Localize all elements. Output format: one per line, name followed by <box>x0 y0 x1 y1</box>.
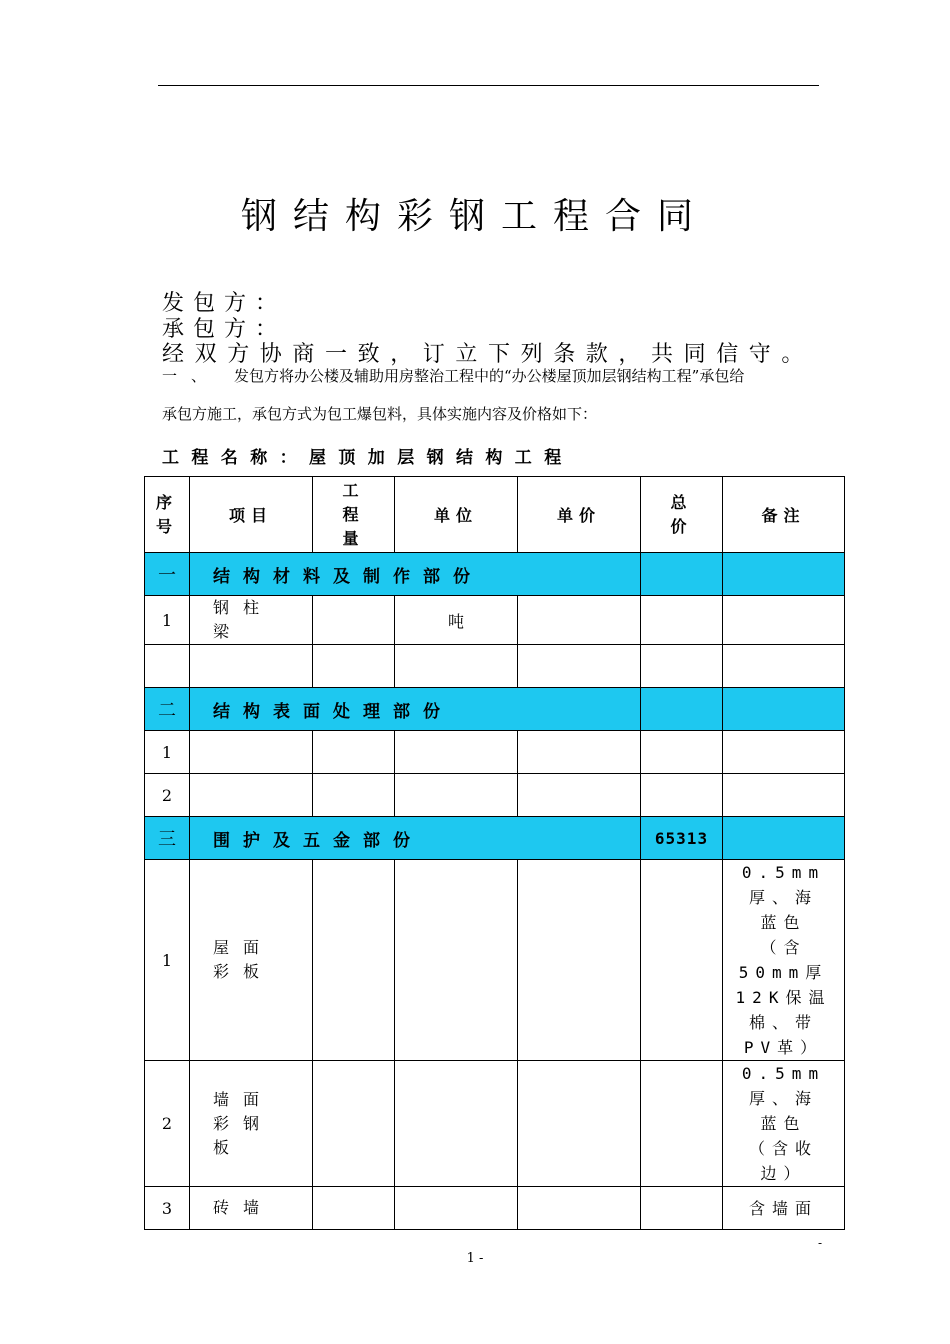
table-row <box>145 860 845 1061</box>
section-total: 65313 <box>641 817 723 860</box>
row-item <box>190 774 313 817</box>
section-seq: 三 <box>145 817 190 860</box>
row-item <box>190 731 313 774</box>
section-title: 结构表面处理部份 <box>190 688 641 731</box>
row-unit-price <box>518 774 641 817</box>
header-total <box>641 477 723 553</box>
table.sections.2.rows.0.remark-line: 12K保温 <box>735 988 832 1007</box>
row-remark <box>723 860 845 1061</box>
header-qty <box>313 477 395 553</box>
row-remark <box>723 731 845 774</box>
header-rule <box>158 85 819 86</box>
row-unit <box>395 645 518 688</box>
contractor-label: 承包方： <box>162 317 287 342</box>
row-seq: 1 <box>145 860 190 1061</box>
row-total <box>641 731 723 774</box>
pricing-table <box>144 476 845 1230</box>
row-unit <box>395 774 518 817</box>
table-header-row <box>145 477 845 553</box>
header-total-text: 总 价 <box>670 492 693 536</box>
clause-1-text: 发包方将办公楼及辅助用房整治工程中的“办公楼屋顶加层钢结构工程”承包给 <box>234 367 745 385</box>
row-seq: 2 <box>145 774 190 817</box>
table.sections.2.rows.0.remark-line: （含 <box>760 938 807 957</box>
row-unit-price <box>518 860 641 1061</box>
row-total <box>641 645 723 688</box>
row-unit <box>395 860 518 1061</box>
corner-mark: - <box>818 1236 823 1250</box>
table-row <box>145 1061 845 1187</box>
row-qty <box>313 645 395 688</box>
row-unit-price <box>518 596 641 645</box>
header-qty-text: 工 程 量 <box>342 480 365 548</box>
row-qty <box>313 1187 395 1230</box>
row-item <box>190 1187 313 1230</box>
pricing-table-body <box>145 477 845 1230</box>
table.sections.0.rows.0.item-line: 梁 <box>213 622 244 641</box>
section-title: 结构材料及制作部份 <box>190 553 641 596</box>
table.sections.2.rows.0.item-line: 屋面 <box>213 938 274 957</box>
table.sections.2.rows.0.remark-line: 厚、海 <box>748 888 818 907</box>
table-row <box>145 645 845 688</box>
section-row <box>145 817 845 860</box>
table.sections.2.rows.1.item-line: 板 <box>213 1137 244 1157</box>
row-remark <box>723 774 845 817</box>
table.sections.2.rows.0.remark-line: 棉、带 <box>748 1013 818 1032</box>
row-total <box>641 1061 723 1187</box>
row-unit-price <box>518 731 641 774</box>
project-name: 工程名称：屋顶加层钢结构工程 <box>162 448 574 468</box>
table.sections.2.rows.1.item-line: 彩钢 <box>213 1113 274 1133</box>
agreement-statement: 经双方协商一致，订立下列条款，共同信守。 <box>162 342 815 367</box>
row-qty <box>313 860 395 1061</box>
table.sections.2.rows.1.remark-line: 厚、海 <box>748 1089 818 1108</box>
section-row <box>145 688 845 731</box>
table.sections.2.rows.0.remark-line: 0.5mm <box>741 863 826 882</box>
section-title: 围护及五金部份 <box>190 817 641 860</box>
table.sections.2.rows.2.remark-line: 含墙面 <box>748 1198 818 1218</box>
row-qty <box>313 774 395 817</box>
table.sections.2.rows.0.remark-line: 50mm厚 <box>738 963 829 982</box>
row-remark <box>723 1187 845 1230</box>
row-qty <box>313 596 395 645</box>
row-remark <box>723 596 845 645</box>
table.sections.2.rows.0.remark-line: PV革） <box>743 1038 824 1057</box>
table.sections.2.rows.0.remark-line: 蓝色 <box>760 913 807 932</box>
section-remark <box>723 817 845 860</box>
row-total <box>641 774 723 817</box>
row-seq: 3 <box>145 1187 190 1230</box>
table.sections.2.rows.0.item-line: 彩板 <box>213 962 274 981</box>
row-total <box>641 596 723 645</box>
page-number: 1 - <box>466 1251 484 1266</box>
section-row <box>145 553 845 596</box>
table.sections.2.rows.2.item-line: 砖墙 <box>213 1198 274 1217</box>
document-title: 钢结构彩钢工程合同 <box>240 196 709 237</box>
table-row <box>145 731 845 774</box>
row-unit-price <box>518 1061 641 1187</box>
row-item <box>190 645 313 688</box>
row-total <box>641 860 723 1061</box>
row-unit <box>395 1187 518 1230</box>
row-remark <box>723 645 845 688</box>
row-total <box>641 1187 723 1230</box>
table.sections.2.rows.1.remark-line: （含收 <box>748 1139 818 1158</box>
clause-1-line-2: 承包方施工，承包方式为包工爆包料，具体实施内容及价格如下： <box>162 405 598 423</box>
header-unit: 单位 <box>395 477 518 553</box>
row-unit <box>395 731 518 774</box>
table-row <box>145 596 845 645</box>
section-total <box>641 688 723 731</box>
section-seq: 二 <box>145 688 190 731</box>
row-item <box>190 1061 313 1187</box>
row-unit <box>395 1061 518 1187</box>
row-item <box>190 860 313 1061</box>
table.sections.2.rows.1.remark-line: 蓝色 <box>760 1114 807 1133</box>
row-unit-price <box>518 1187 641 1230</box>
row-seq <box>145 645 190 688</box>
row-seq: 1 <box>145 596 190 645</box>
header-unit-price: 单价 <box>518 477 641 553</box>
clause-1-line-1 <box>162 365 744 386</box>
row-unit-price <box>518 645 641 688</box>
header-seq <box>145 477 190 553</box>
row-item <box>190 596 313 645</box>
row-seq: 1 <box>145 731 190 774</box>
row-qty <box>313 1061 395 1187</box>
table-row <box>145 774 845 817</box>
header-seq-text: 序 号 <box>155 492 178 536</box>
row-unit: 吨 <box>395 596 518 645</box>
row-remark <box>723 1061 845 1187</box>
header-remark: 备注 <box>723 477 845 553</box>
table.sections.2.rows.1.remark-line: 边） <box>760 1164 807 1183</box>
section-remark <box>723 553 845 596</box>
table.sections.2.rows.1.remark-line: 0.5mm <box>741 1064 826 1083</box>
table.sections.2.rows.1.item-line: 墙面 <box>213 1089 274 1109</box>
section-total <box>641 553 723 596</box>
section-seq: 一 <box>145 553 190 596</box>
row-qty <box>313 731 395 774</box>
row-seq: 2 <box>145 1061 190 1187</box>
table.sections.0.rows.0.item-line: 钢柱 <box>213 598 274 617</box>
clause-1-number: 一、 <box>162 367 221 385</box>
section-remark <box>723 688 845 731</box>
employer-label: 发包方： <box>162 291 287 316</box>
header-item: 项目 <box>190 477 313 553</box>
table-row <box>145 1187 845 1230</box>
